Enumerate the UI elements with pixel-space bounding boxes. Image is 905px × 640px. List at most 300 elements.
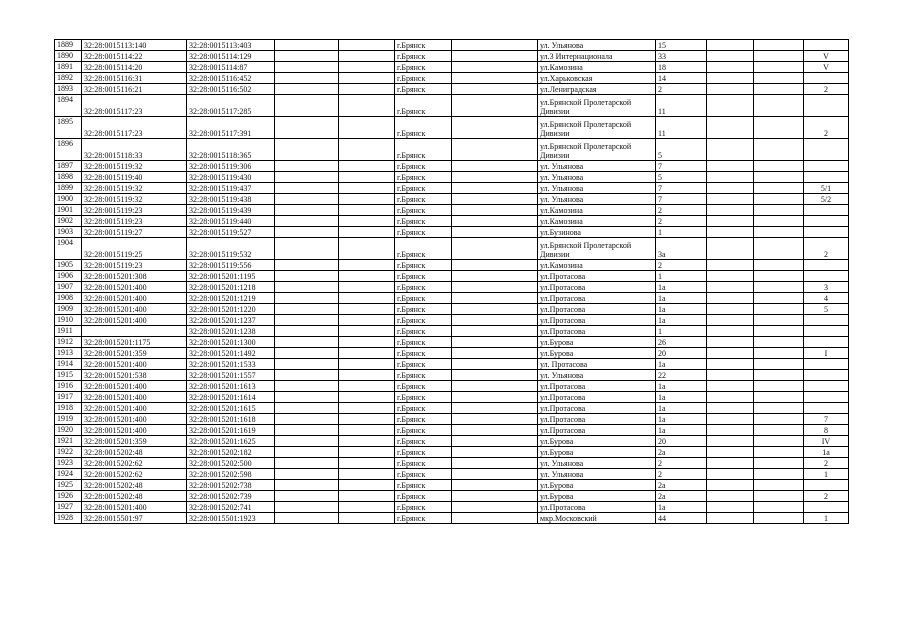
row-number-cell: 1899 (55, 183, 82, 194)
city-cell: г.Брянск (395, 315, 452, 326)
empty-cell (754, 491, 804, 502)
apartment-number-cell (804, 337, 849, 348)
apartment-number-cell: 2 (804, 458, 849, 469)
row-number-cell: 1910 (55, 315, 82, 326)
empty-cell (275, 73, 339, 84)
apartment-number-cell (804, 271, 849, 282)
empty-cell (275, 271, 339, 282)
empty-cell (754, 447, 804, 458)
table-row (55, 491, 849, 502)
empty-cell (754, 403, 804, 414)
city-cell: г.Брянск (395, 381, 452, 392)
city-cell: г.Брянск (395, 502, 452, 513)
land-cadastral-cell: 32:28:0015119:23 (82, 260, 187, 271)
land-cadastral-cell: 32:28:0015201:1175 (82, 337, 187, 348)
empty-cell (275, 370, 339, 381)
empty-cell (754, 304, 804, 315)
apartment-number-cell (804, 161, 849, 172)
empty-cell (707, 73, 754, 84)
object-cadastral-cell: 32:28:0015201:1219 (187, 293, 275, 304)
empty-cell (275, 172, 339, 183)
empty-cell (452, 183, 538, 194)
house-number-cell: 20 (656, 348, 707, 359)
apartment-number-cell (804, 95, 849, 117)
row-number-cell: 1894 (55, 95, 82, 117)
apartment-number-cell: 1 (804, 469, 849, 480)
empty-cell (754, 458, 804, 469)
house-number-cell: 11 (656, 117, 707, 139)
city-cell: г.Брянск (395, 403, 452, 414)
table-row (55, 172, 849, 183)
empty-cell (339, 502, 395, 513)
empty-cell (754, 315, 804, 326)
empty-cell (754, 51, 804, 62)
empty-cell (707, 403, 754, 414)
object-cadastral-cell: 32:28:0015202:598 (187, 469, 275, 480)
table-row (55, 480, 849, 491)
table-row (55, 139, 849, 161)
table-row (55, 117, 849, 139)
empty-cell (339, 139, 395, 161)
empty-cell (452, 271, 538, 282)
street-cell: ул.Протасова (538, 425, 656, 436)
empty-cell (275, 282, 339, 293)
empty-cell (339, 62, 395, 73)
empty-cell (275, 260, 339, 271)
row-number-cell: 1923 (55, 458, 82, 469)
object-cadastral-cell: 32:28:0015119:440 (187, 216, 275, 227)
land-cadastral-cell: 32:28:0015201:400 (82, 381, 187, 392)
empty-cell (339, 40, 395, 51)
city-cell: г.Брянск (395, 62, 452, 73)
empty-cell (452, 392, 538, 403)
land-cadastral-cell: 32:28:0015201:400 (82, 315, 187, 326)
empty-cell (452, 359, 538, 370)
empty-cell (707, 238, 754, 260)
house-number-cell: 2а (656, 447, 707, 458)
empty-cell (452, 282, 538, 293)
apartment-number-cell: V (804, 62, 849, 73)
empty-cell (452, 403, 538, 414)
empty-cell (754, 117, 804, 139)
row-number-cell: 1895 (55, 117, 82, 139)
empty-cell (754, 62, 804, 73)
city-cell: г.Брянск (395, 359, 452, 370)
city-cell: г.Брянск (395, 183, 452, 194)
apartment-number-cell (804, 40, 849, 51)
empty-cell (452, 513, 538, 524)
row-number-cell: 1922 (55, 447, 82, 458)
empty-cell (339, 304, 395, 315)
empty-cell (452, 480, 538, 491)
empty-cell (275, 95, 339, 117)
apartment-number-cell (804, 403, 849, 414)
object-cadastral-cell: 32:28:0015202:182 (187, 447, 275, 458)
empty-cell (339, 381, 395, 392)
table-row (55, 62, 849, 73)
empty-cell (339, 480, 395, 491)
empty-cell (452, 436, 538, 447)
house-number-cell: 3а (656, 238, 707, 260)
street-cell: ул.Бурова (538, 348, 656, 359)
empty-cell (707, 293, 754, 304)
row-number-cell: 1921 (55, 436, 82, 447)
empty-cell (339, 348, 395, 359)
house-number-cell: 1а (656, 502, 707, 513)
table-row (55, 282, 849, 293)
empty-cell (754, 161, 804, 172)
empty-cell (452, 227, 538, 238)
city-cell: г.Брянск (395, 491, 452, 502)
table-row (55, 447, 849, 458)
object-cadastral-cell: 32:28:0015114:87 (187, 62, 275, 73)
street-cell: ул. Ульянова (538, 40, 656, 51)
house-number-cell: 2 (656, 216, 707, 227)
apartment-number-cell: I (804, 348, 849, 359)
table-row (55, 216, 849, 227)
object-cadastral-cell: 32:28:0015201:1625 (187, 436, 275, 447)
empty-cell (754, 84, 804, 95)
apartment-number-cell: 8 (804, 425, 849, 436)
row-number-cell: 1900 (55, 194, 82, 205)
empty-cell (275, 447, 339, 458)
empty-cell (275, 458, 339, 469)
street-cell: ул. Ульянова (538, 458, 656, 469)
land-cadastral-cell: 32:28:0015119:23 (82, 216, 187, 227)
street-cell: ул.Протасова (538, 381, 656, 392)
land-cadastral-cell (82, 326, 187, 337)
row-number-cell: 1911 (55, 326, 82, 337)
city-cell: г.Брянск (395, 84, 452, 95)
empty-cell (707, 183, 754, 194)
city-cell: г.Брянск (395, 436, 452, 447)
city-cell: г.Брянск (395, 480, 452, 491)
empty-cell (754, 469, 804, 480)
object-cadastral-cell: 32:28:0015116:452 (187, 73, 275, 84)
row-number-cell: 1890 (55, 51, 82, 62)
street-cell: ул.Бузинова (538, 227, 656, 238)
empty-cell (754, 425, 804, 436)
empty-cell (275, 216, 339, 227)
empty-cell (452, 348, 538, 359)
city-cell: г.Брянск (395, 414, 452, 425)
street-cell: ул.Протасова (538, 293, 656, 304)
land-cadastral-cell: 32:28:0015113:140 (82, 40, 187, 51)
empty-cell (707, 337, 754, 348)
empty-cell (707, 62, 754, 73)
empty-cell (275, 392, 339, 403)
city-cell: г.Брянск (395, 348, 452, 359)
object-cadastral-cell: 32:28:0015119:439 (187, 205, 275, 216)
city-cell: г.Брянск (395, 458, 452, 469)
empty-cell (275, 337, 339, 348)
land-cadastral-cell: 32:28:0015201:308 (82, 271, 187, 282)
street-cell: ул. Ульянова (538, 172, 656, 183)
land-cadastral-cell: 32:28:0015116:31 (82, 73, 187, 84)
empty-cell (707, 304, 754, 315)
empty-cell (707, 359, 754, 370)
object-cadastral-cell: 32:28:0015201:1557 (187, 370, 275, 381)
row-number-cell: 1914 (55, 359, 82, 370)
apartment-number-cell (804, 139, 849, 161)
empty-cell (754, 337, 804, 348)
city-cell: г.Брянск (395, 95, 452, 117)
empty-cell (275, 425, 339, 436)
street-cell: ул.Бурова (538, 480, 656, 491)
row-number-cell: 1927 (55, 502, 82, 513)
empty-cell (452, 139, 538, 161)
row-number-cell: 1904 (55, 238, 82, 260)
table-row (55, 414, 849, 425)
apartment-number-cell: 2 (804, 238, 849, 260)
empty-cell (452, 381, 538, 392)
street-cell: ул.Брянской Пролетарской Дивизии (538, 238, 656, 260)
house-number-cell: 33 (656, 51, 707, 62)
house-number-cell: 11 (656, 95, 707, 117)
land-cadastral-cell: 32:28:0015119:32 (82, 183, 187, 194)
city-cell: г.Брянск (395, 73, 452, 84)
empty-cell (339, 491, 395, 502)
object-cadastral-cell: 32:28:0015117:285 (187, 95, 275, 117)
city-cell: г.Брянск (395, 238, 452, 260)
row-number-cell: 1906 (55, 271, 82, 282)
empty-cell (339, 370, 395, 381)
empty-cell (339, 84, 395, 95)
city-cell: г.Брянск (395, 513, 452, 524)
empty-cell (707, 84, 754, 95)
empty-cell (707, 513, 754, 524)
row-number-cell: 1918 (55, 403, 82, 414)
empty-cell (754, 293, 804, 304)
empty-cell (452, 216, 538, 227)
table-row (55, 73, 849, 84)
apartment-number-cell: 7 (804, 414, 849, 425)
house-number-cell: 5 (656, 139, 707, 161)
land-cadastral-cell: 32:28:0015119:27 (82, 227, 187, 238)
empty-cell (452, 304, 538, 315)
object-cadastral-cell: 32:28:0015201:1238 (187, 326, 275, 337)
empty-cell (452, 194, 538, 205)
empty-cell (275, 183, 339, 194)
empty-cell (339, 51, 395, 62)
empty-cell (339, 337, 395, 348)
object-cadastral-cell: 32:28:0015201:1195 (187, 271, 275, 282)
row-number-cell: 1893 (55, 84, 82, 95)
street-cell: ул.Протасова (538, 271, 656, 282)
land-cadastral-cell: 32:28:0015201:400 (82, 293, 187, 304)
row-number-cell: 1901 (55, 205, 82, 216)
empty-cell (339, 513, 395, 524)
table-row (55, 381, 849, 392)
empty-cell (754, 216, 804, 227)
apartment-number-cell: 4 (804, 293, 849, 304)
street-cell: ул.Бурова (538, 337, 656, 348)
empty-cell (275, 40, 339, 51)
street-cell: ул.Протасова (538, 304, 656, 315)
row-number-cell: 1925 (55, 480, 82, 491)
house-number-cell: 1а (656, 414, 707, 425)
empty-cell (707, 282, 754, 293)
row-number-cell: 1898 (55, 172, 82, 183)
empty-cell (339, 73, 395, 84)
row-number-cell: 1915 (55, 370, 82, 381)
apartment-number-cell: 5 (804, 304, 849, 315)
city-cell: г.Брянск (395, 161, 452, 172)
empty-cell (754, 194, 804, 205)
empty-cell (339, 194, 395, 205)
empty-cell (754, 172, 804, 183)
city-cell: г.Брянск (395, 271, 452, 282)
city-cell: г.Брянск (395, 227, 452, 238)
empty-cell (339, 271, 395, 282)
city-cell: г.Брянск (395, 370, 452, 381)
empty-cell (707, 381, 754, 392)
empty-cell (707, 436, 754, 447)
empty-cell (707, 458, 754, 469)
empty-cell (754, 282, 804, 293)
empty-cell (339, 216, 395, 227)
city-cell: г.Брянск (395, 392, 452, 403)
table-row (55, 359, 849, 370)
house-number-cell: 5 (656, 172, 707, 183)
row-number-cell: 1891 (55, 62, 82, 73)
empty-cell (754, 502, 804, 513)
land-cadastral-cell: 32:28:0015202:48 (82, 447, 187, 458)
empty-cell (452, 491, 538, 502)
empty-cell (707, 414, 754, 425)
row-number-cell: 1917 (55, 392, 82, 403)
register-table (54, 39, 849, 524)
empty-cell (275, 117, 339, 139)
house-number-cell: 2а (656, 491, 707, 502)
house-number-cell: 7 (656, 161, 707, 172)
row-number-cell: 1920 (55, 425, 82, 436)
apartment-number-cell (804, 73, 849, 84)
object-cadastral-cell: 32:28:0015202:738 (187, 480, 275, 491)
empty-cell (707, 194, 754, 205)
row-number-cell: 1912 (55, 337, 82, 348)
land-cadastral-cell: 32:28:0015118:33 (82, 139, 187, 161)
apartment-number-cell (804, 227, 849, 238)
city-cell: г.Брянск (395, 51, 452, 62)
table-row (55, 502, 849, 513)
empty-cell (339, 414, 395, 425)
street-cell: ул.Камозина (538, 260, 656, 271)
empty-cell (275, 293, 339, 304)
table-row (55, 458, 849, 469)
street-cell: ул. Ульянова (538, 469, 656, 480)
empty-cell (339, 227, 395, 238)
land-cadastral-cell: 32:28:0015119:32 (82, 161, 187, 172)
object-cadastral-cell: 32:28:0015201:1615 (187, 403, 275, 414)
table-row (55, 194, 849, 205)
land-cadastral-cell: 32:28:0015117:23 (82, 95, 187, 117)
empty-cell (754, 227, 804, 238)
empty-cell (452, 293, 538, 304)
house-number-cell: 1а (656, 293, 707, 304)
apartment-number-cell (804, 205, 849, 216)
land-cadastral-cell: 32:28:0015119:40 (82, 172, 187, 183)
house-number-cell: 2 (656, 458, 707, 469)
house-number-cell: 14 (656, 73, 707, 84)
city-cell: г.Брянск (395, 139, 452, 161)
city-cell: г.Брянск (395, 337, 452, 348)
empty-cell (754, 480, 804, 491)
object-cadastral-cell: 32:28:0015119:532 (187, 238, 275, 260)
row-number-cell: 1926 (55, 491, 82, 502)
city-cell: г.Брянск (395, 205, 452, 216)
row-number-cell: 1897 (55, 161, 82, 172)
table-row (55, 326, 849, 337)
empty-cell (452, 62, 538, 73)
table-row (55, 337, 849, 348)
empty-cell (754, 381, 804, 392)
apartment-number-cell: 5/2 (804, 194, 849, 205)
empty-cell (339, 117, 395, 139)
table-row (55, 40, 849, 51)
apartment-number-cell: 2 (804, 84, 849, 95)
house-number-cell: 2а (656, 480, 707, 491)
land-cadastral-cell: 32:28:0015201:400 (82, 425, 187, 436)
object-cadastral-cell: 32:28:0015116:502 (187, 84, 275, 95)
street-cell: ул.Камозина (538, 216, 656, 227)
city-cell: г.Брянск (395, 293, 452, 304)
house-number-cell: 7 (656, 183, 707, 194)
city-cell: г.Брянск (395, 216, 452, 227)
empty-cell (275, 403, 339, 414)
table-row (55, 392, 849, 403)
table-row (55, 260, 849, 271)
city-cell: г.Брянск (395, 469, 452, 480)
empty-cell (275, 414, 339, 425)
empty-cell (452, 260, 538, 271)
object-cadastral-cell: 32:28:0015119:306 (187, 161, 275, 172)
street-cell: ул. Ульянова (538, 183, 656, 194)
table-row (55, 205, 849, 216)
empty-cell (707, 392, 754, 403)
empty-cell (275, 502, 339, 513)
empty-cell (707, 161, 754, 172)
empty-cell (339, 447, 395, 458)
table-row (55, 425, 849, 436)
object-cadastral-cell: 32:28:0015202:739 (187, 491, 275, 502)
table-row (55, 271, 849, 282)
house-number-cell: 2 (656, 260, 707, 271)
land-cadastral-cell: 32:28:0015119:25 (82, 238, 187, 260)
house-number-cell: 2 (656, 469, 707, 480)
object-cadastral-cell: 32:28:0015201:1619 (187, 425, 275, 436)
street-cell: ул.Бурова (538, 491, 656, 502)
empty-cell (452, 447, 538, 458)
house-number-cell: 1а (656, 359, 707, 370)
street-cell: ул. Ульянова (538, 161, 656, 172)
empty-cell (339, 469, 395, 480)
apartment-number-cell: V (804, 51, 849, 62)
apartment-number-cell: IV (804, 436, 849, 447)
empty-cell (339, 436, 395, 447)
table-row (55, 95, 849, 117)
empty-cell (707, 502, 754, 513)
apartment-number-cell: 1 (804, 513, 849, 524)
house-number-cell: 1а (656, 425, 707, 436)
empty-cell (339, 260, 395, 271)
empty-cell (339, 183, 395, 194)
empty-cell (275, 304, 339, 315)
object-cadastral-cell: 32:28:0015119:437 (187, 183, 275, 194)
empty-cell (339, 95, 395, 117)
table-row (55, 370, 849, 381)
empty-cell (754, 513, 804, 524)
